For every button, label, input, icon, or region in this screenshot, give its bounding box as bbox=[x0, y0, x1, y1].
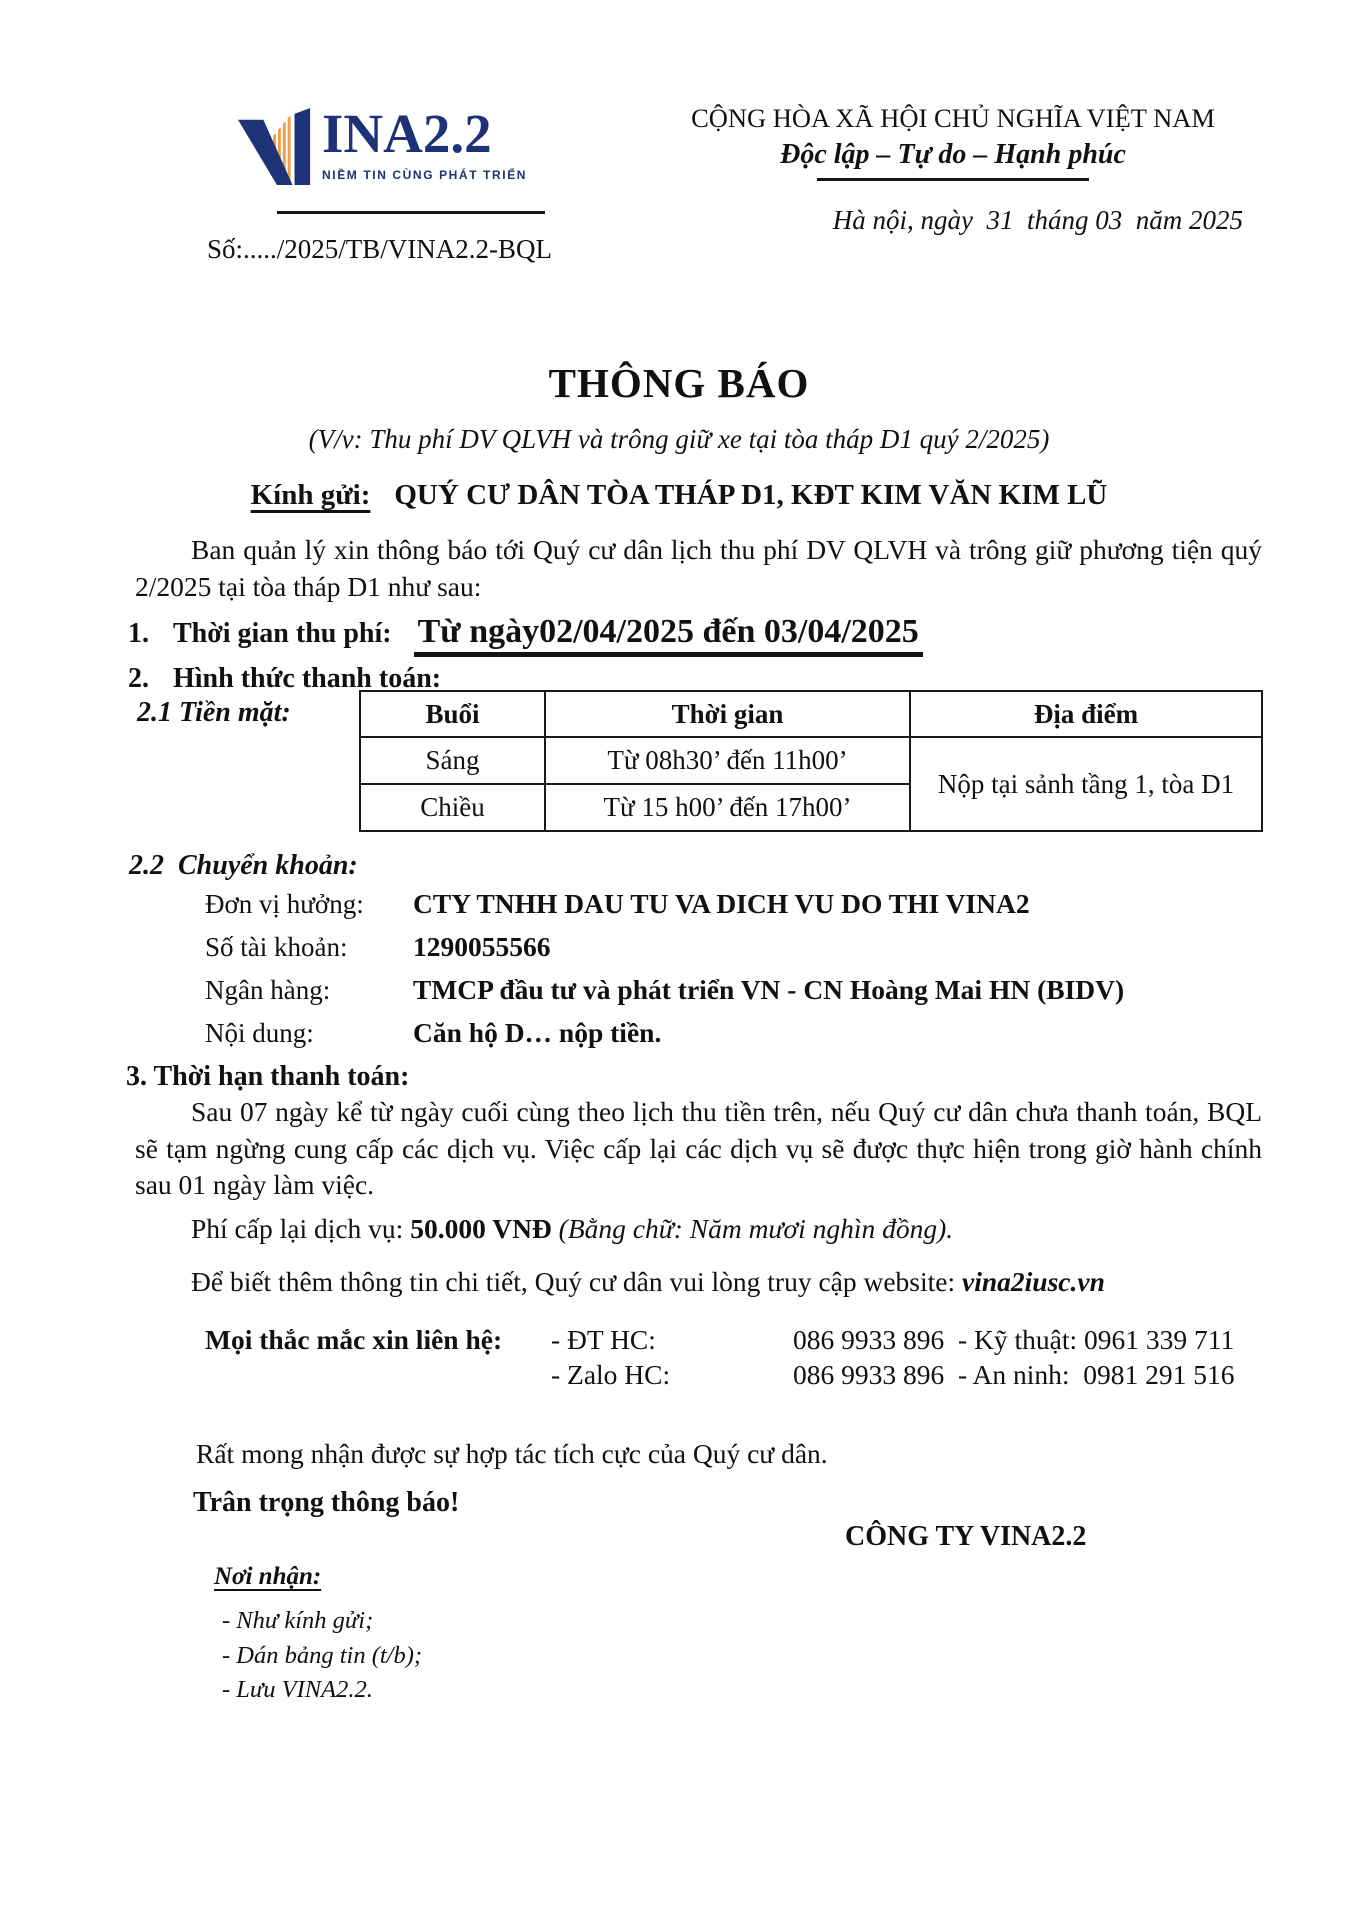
account-number-value: 1290055566 bbox=[413, 931, 551, 962]
table-row bbox=[360, 737, 1262, 784]
list-item: - Như kính gửi; bbox=[222, 1607, 374, 1634]
logo-tagline: NIỀM TIN CÙNG PHÁT TRIỂN bbox=[322, 168, 528, 182]
header-time: Thời gian bbox=[545, 691, 910, 737]
recipient-value: QUÝ CƯ DÂN TÒA THÁP D1, KĐT KIM VĂN KIM LŨ bbox=[394, 479, 1108, 511]
section-3-paragraph: Sau 07 ngày kể từ ngày cuối cùng theo lịch thu tiền trên, nếu Quý cư dân chưa thanh toán, BQL sẽ tạm ngừng cung cấp các dịch vụ. Việc cấp lại các dịch vụ sẽ được thực hiện trong giờ hành chính sau 01 ngày làm việc. bbox=[135, 1096, 1262, 1200]
beneficiary-label: Đơn vị hưởng: bbox=[205, 889, 364, 919]
contact-channel-zalo: - Zalo HC: bbox=[551, 1359, 671, 1390]
cash-subsection-label: 2.1 Tiền mặt: bbox=[137, 697, 291, 728]
fee-label: Phí cấp lại dịch vụ: bbox=[191, 1213, 411, 1244]
section-1-line bbox=[128, 613, 923, 657]
contact-value-phone: 086 9933 896 - Kỹ thuật: 0961 339 711 bbox=[793, 1324, 1235, 1355]
recipients-list-label: Nơi nhận: bbox=[214, 1563, 322, 1590]
website-text: Để biết thêm thông tin chi tiết, Quý cư dân vui lòng truy cập website: bbox=[191, 1266, 962, 1297]
section-2-number: 2. bbox=[128, 663, 149, 694]
table-header-row bbox=[360, 691, 1262, 737]
company-logo bbox=[238, 103, 528, 186]
document-title: THÔNG BÁO bbox=[548, 360, 810, 406]
intro-paragraph: Ban quản lý xin thông báo tới Quý cư dân lịch thu phí DV QLVH và trông giữ phương tiện quý 2/2025 tại tòa tháp D1 như sau: bbox=[135, 534, 1262, 602]
motto-underline-rule bbox=[817, 178, 1089, 181]
cell-session-afternoon: Chiều bbox=[360, 784, 545, 831]
contact-spacer bbox=[205, 1357, 551, 1392]
list-item: - Dán bảng tin (t/b); bbox=[222, 1641, 423, 1669]
company-signature: CÔNG TY VINA2.2 bbox=[845, 1521, 1087, 1552]
document-number: Số:...../2025/TB/VINA2.2-BQL bbox=[207, 234, 553, 264]
website-line bbox=[191, 1266, 1105, 1298]
transfer-row-memo bbox=[205, 1017, 1124, 1060]
header-place: Địa điểm bbox=[910, 691, 1262, 737]
transfer-details bbox=[205, 888, 1124, 1060]
website-url: vina2iusc.vn bbox=[962, 1266, 1105, 1297]
closing-thanks: Rất mong nhận được sự hợp tác tích cực của Quý cư dân. bbox=[196, 1438, 828, 1469]
section-1-label: Thời gian thu phí: bbox=[173, 618, 392, 649]
logo-wordmark: INA2.2 bbox=[322, 103, 492, 164]
fee-amount: 50.000 VNĐ bbox=[410, 1213, 552, 1244]
bank-value: TMCP đầu tư và phát triển VN - CN Hoàng Mai HN (BIDV) bbox=[413, 974, 1125, 1005]
logo-underline-rule bbox=[277, 211, 545, 214]
document-subject: (V/v: Thu phí DV QLVH và trông giữ xe tại tòa tháp D1 quý 2/2025) bbox=[308, 424, 1050, 454]
section-2-label: Hình thức thanh toán: bbox=[173, 663, 442, 694]
recipients-list bbox=[222, 1604, 422, 1708]
national-header bbox=[620, 103, 1286, 236]
fee-amount-words: (Bằng chữ: Năm mươi nghìn đồng). bbox=[551, 1213, 954, 1244]
memo-label: Nội dung: bbox=[205, 1018, 314, 1048]
beneficiary-value: CTY TNHH DAU TU VA DICH VU DO THI VINA2 bbox=[413, 888, 1030, 919]
logo-v-building-icon bbox=[238, 106, 314, 186]
header-session: Buổi bbox=[360, 691, 545, 737]
reconnection-fee-line bbox=[191, 1213, 953, 1245]
transfer-subsection-label: 2.2 Chuyển khoản: bbox=[129, 850, 358, 881]
transfer-row-bank bbox=[205, 974, 1124, 1017]
cell-time-afternoon: Từ 15 h00’ đến 17h00’ bbox=[545, 784, 910, 831]
national-title: CỘNG HÒA XÃ HỘI CHỦ NGHĨA VIỆT NAM bbox=[691, 103, 1215, 133]
recipient-line bbox=[0, 479, 1358, 512]
contact-channel-phone: - ĐT HC: bbox=[551, 1324, 656, 1355]
contact-value-zalo: 086 9933 896 - An ninh: 0981 291 516 bbox=[793, 1359, 1235, 1390]
recipient-label: Kính gửi: bbox=[250, 479, 371, 511]
date-line: Hà nội, ngày 31 tháng 03 năm 2025 bbox=[832, 205, 1243, 235]
closing-regards: Trân trọng thông báo! bbox=[193, 1487, 460, 1518]
cell-session-morning: Sáng bbox=[360, 737, 545, 784]
logo-text-block bbox=[322, 103, 528, 182]
cell-location: Nộp tại sảnh tầng 1, tòa D1 bbox=[910, 737, 1262, 831]
section-3-heading: 3. Thời hạn thanh toán: bbox=[126, 1061, 410, 1092]
cell-time-morning: Từ 08h30’ đến 11h00’ bbox=[545, 737, 910, 784]
account-number-label: Số tài khoản: bbox=[205, 932, 348, 962]
contact-block bbox=[205, 1322, 1235, 1392]
contact-label: Mọi thắc mắc xin liên hệ: bbox=[205, 1324, 503, 1355]
collection-period-value: Từ ngày02/04/2025 đến 03/04/2025 bbox=[414, 613, 923, 657]
section-1-number: 1. bbox=[128, 618, 149, 649]
list-item: - Lưu VINA2.2. bbox=[222, 1676, 373, 1703]
memo-value: Căn hộ D… nộp tiền. bbox=[413, 1017, 662, 1048]
cash-schedule-table bbox=[359, 690, 1263, 832]
transfer-row-account bbox=[205, 931, 1124, 974]
transfer-row-beneficiary bbox=[205, 888, 1124, 931]
bank-label: Ngân hàng: bbox=[205, 975, 331, 1005]
national-motto: Độc lập – Tự do – Hạnh phúc bbox=[780, 139, 1126, 170]
